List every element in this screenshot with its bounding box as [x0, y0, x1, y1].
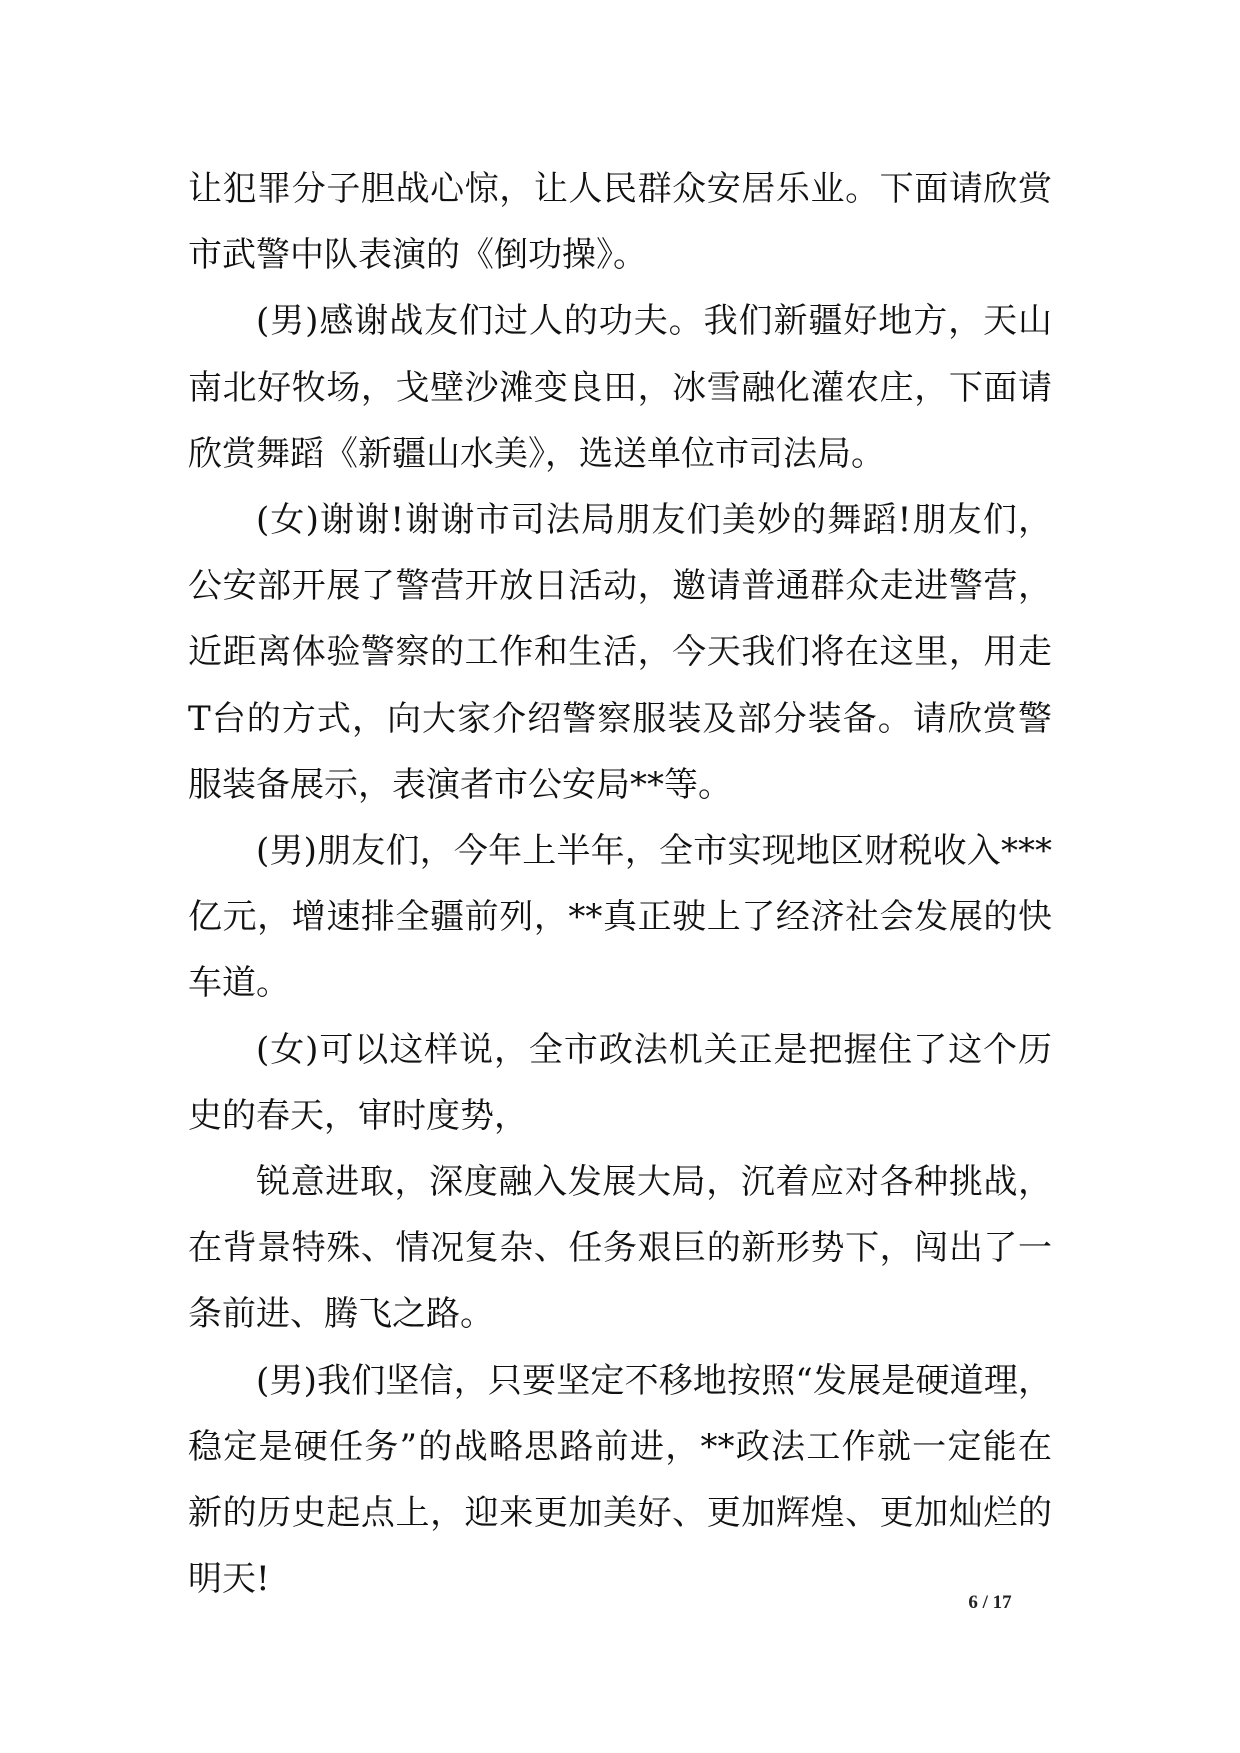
- document-body: [188, 156, 1052, 1612]
- paragraph-2: (男)感谢战友们过人的功夫。我们新疆好地方，天山南北好牧场，戈壁沙滩变良田，冰雪融化灌农庄，下面请欣赏舞蹈《新疆山水美》，选送单位市司法局。: [188, 301, 1052, 474]
- paragraph-7: (男)我们坚信，只要坚定不移地按照“发展是硬道理，稳定是硬任务”的战略思路前进，**政法工作就一定能在新的历史起点上，迎来更加美好、更加辉煌、更加灿烂的明天!: [188, 1360, 1052, 1600]
- paragraph-6: 锐意进取，深度融入发展大局，沉着应对各种挑战，在背景特殊、情况复杂、任务艰巨的新形势下，闯出了一条前进、腾飞之路。: [188, 1162, 1052, 1335]
- paragraph-4: (男)朋友们，今年上半年，全市实现地区财税收入***亿元，增速排全疆前列，**真正驶上了经济社会发展的快车道。: [188, 831, 1052, 1004]
- paragraph-1: 让犯罪分子胆战心惊，让人民群众安居乐业。下面请欣赏市武警中队表演的《倒功操》。: [188, 169, 1052, 276]
- page-number: 6 / 17: [968, 1592, 1012, 1613]
- paragraph-3: (女)谢谢!谢谢市司法局朋友们美妙的舞蹈!朋友们，公安部开展了警营开放日活动，邀请普通群众走进警营，近距离体验警察的工作和生活，今天我们将在这里，用走T台的方式，向大家介绍警察服装及部分装备。请欣赏警服装备展示，表演者市公安局**等。: [188, 500, 1052, 805]
- paragraph-5: (女)可以这样说，全市政法机关正是把握住了这个历史的春天，审时度势，: [188, 1029, 1052, 1136]
